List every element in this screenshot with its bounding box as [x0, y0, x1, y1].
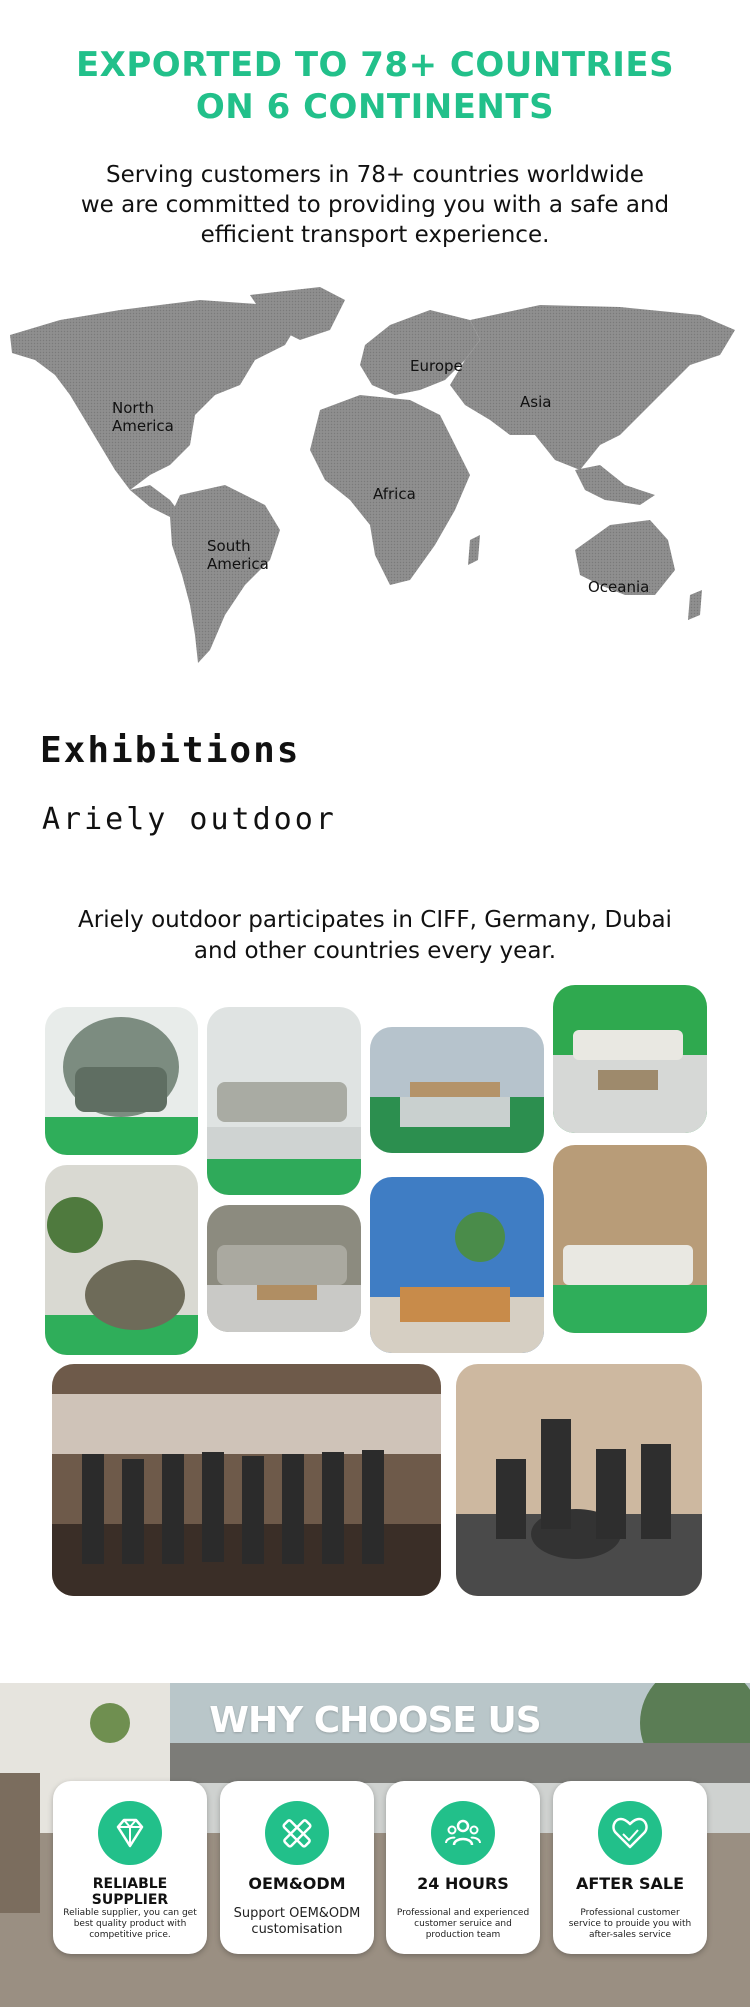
- exhibitions-description-line-1: Ariely outdoor participates in CIFF, Germany, Dubai: [78, 907, 672, 933]
- team-icon: [431, 1801, 495, 1865]
- exhibition-photo-3: [370, 1027, 544, 1153]
- continent-south-america: [170, 485, 280, 663]
- exhibition-photo-6: [207, 1205, 361, 1332]
- heart-handshake-icon: [598, 1801, 662, 1865]
- region-south-america-line-1: South: [207, 537, 251, 555]
- card-24-hours: [386, 1781, 540, 1954]
- card-after-sale-text: Professional customer service to prouide you with after-sales service: [568, 1908, 692, 1940]
- card-after-sale: [553, 1781, 707, 1954]
- why-choose-us-title: WHY CHOOSE US: [209, 1700, 541, 1741]
- hero-title: [0, 44, 750, 128]
- continent-north-america: [10, 300, 300, 490]
- exhibition-photo-5: [45, 1165, 198, 1355]
- region-label-oceania: [588, 578, 649, 596]
- hero-title-line-2: ON 6 CONTINENTS: [195, 87, 555, 127]
- card-reliable-supplier-text: Reliable supplier, you can get best quality product with competitive price.: [63, 1908, 197, 1940]
- team-photo-2: [456, 1364, 702, 1596]
- region-label-north-america: [112, 399, 174, 435]
- hero-subtitle-line-2: we are committed to providing you with a safe and: [80, 192, 670, 218]
- exhibition-photo-8: [553, 1145, 707, 1333]
- card-oem-odm: [220, 1781, 374, 1954]
- region-oceania-line-1: Oceania: [588, 578, 650, 596]
- region-asia-line-1: Asia: [520, 393, 552, 411]
- card-oem-odm-text: Support OEM&ODM customisation: [233, 1906, 361, 1937]
- hero-subtitle: [60, 160, 690, 250]
- region-label-south-america: [207, 537, 269, 573]
- region-north-america-line-2: America: [112, 417, 174, 435]
- region-label-africa: [373, 485, 416, 503]
- region-south-america-line-2: America: [207, 555, 269, 573]
- region-label-asia: [520, 393, 551, 411]
- card-after-sale-title: AFTER SALE: [575, 1874, 685, 1893]
- world-map-graphic: [0, 285, 750, 670]
- region-africa-line-1: Africa: [373, 485, 416, 503]
- hero-subtitle-line-3: efficient transport experience.: [200, 222, 550, 248]
- hero-title-line-1: EXPORTED TO 78+ COUNTRIES: [75, 45, 675, 85]
- card-oem-odm-title: OEM&ODM: [248, 1874, 346, 1893]
- diamond-icon: [98, 1801, 162, 1865]
- card-24-hours-text: Professional and experienced customer seruice and production team: [396, 1908, 530, 1940]
- world-map: [0, 285, 750, 670]
- card-reliable-supplier: [53, 1781, 207, 1954]
- exhibition-photo-7: [370, 1177, 544, 1353]
- card-24-hours-title: 24 HOURS: [417, 1874, 509, 1893]
- exhibitions-description: [50, 905, 700, 967]
- team-photo-1: [52, 1364, 441, 1596]
- exhibitions-title: Exhibitions: [40, 730, 301, 771]
- exhibition-photo-4: [553, 985, 707, 1133]
- ruler-pencil-icon: [265, 1801, 329, 1865]
- card-reliable-supplier-title: RELIABLE SUPPLIER: [91, 1876, 169, 1908]
- exhibitions-subtitle: Ariely outdoor: [42, 802, 337, 837]
- continent-madagascar: [468, 535, 480, 565]
- hero-subtitle-line-1: Serving customers in 78+ countries worldwide: [106, 162, 644, 188]
- exhibitions-description-line-2: and other countries every year.: [193, 938, 557, 964]
- region-europe-line-1: Europe: [410, 357, 463, 375]
- continent-southeast-asia: [575, 465, 655, 505]
- region-label-europe: [410, 357, 463, 375]
- exhibition-photo-2: [207, 1007, 361, 1195]
- continent-asia: [450, 305, 735, 470]
- region-north-america-line-1: North: [112, 399, 154, 417]
- exhibition-photo-1: [45, 1007, 198, 1155]
- continent-new-zealand: [688, 590, 702, 620]
